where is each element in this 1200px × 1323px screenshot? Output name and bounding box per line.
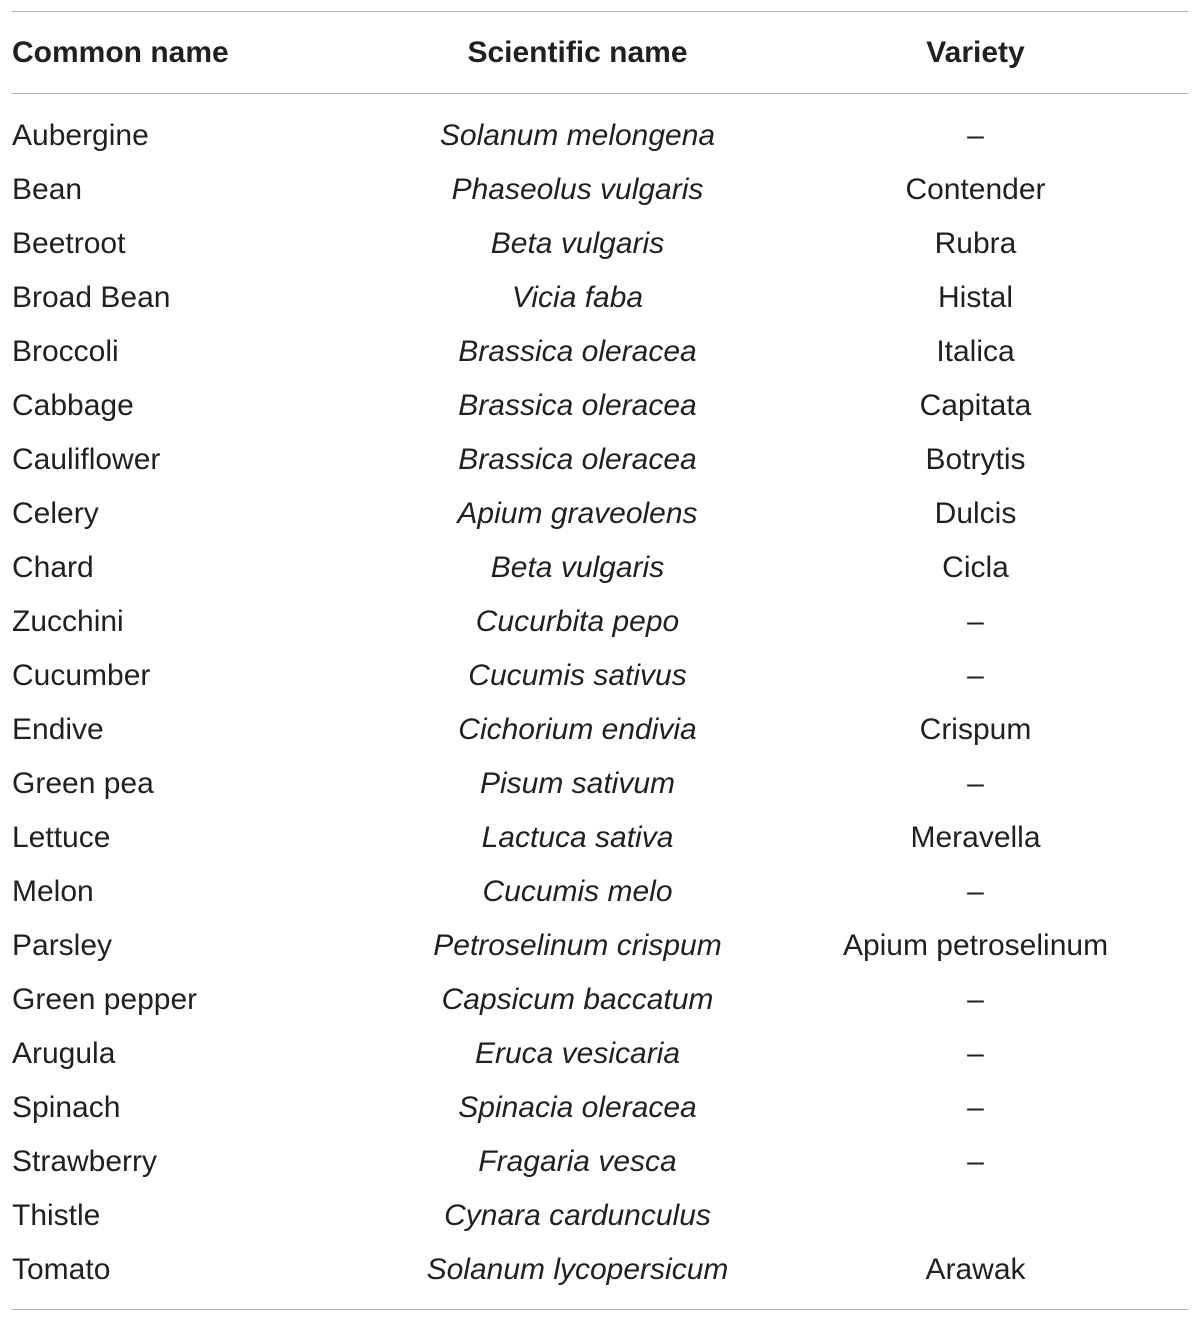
cell-scientific-name: Solanum lycopersicum <box>426 1253 729 1286</box>
cell-variety: – <box>967 1145 984 1178</box>
table-row <box>12 325 1188 379</box>
cell-scientific-name: Lactuca sativa <box>481 821 674 854</box>
table-row <box>12 541 1188 595</box>
table-row <box>12 1027 1188 1081</box>
table-row <box>12 703 1188 757</box>
cell-variety: – <box>967 605 984 638</box>
header-row <box>12 12 1188 95</box>
table-bottom-rule <box>12 1309 1188 1310</box>
cell-scientific-name: Petroselinum crispum <box>433 929 722 962</box>
cell-scientific-name: Fragaria vesca <box>478 1145 677 1178</box>
cell-variety: Meravella <box>910 821 1041 854</box>
header-scientific-name: Scientific name <box>467 35 688 69</box>
cell-scientific-name: Cucumis sativus <box>468 659 687 692</box>
cell-common-name: Aubergine <box>12 119 149 152</box>
cell-scientific-name: Phaseolus vulgaris <box>451 173 704 206</box>
cell-common-name: Melon <box>12 875 94 908</box>
table-row <box>12 1135 1188 1189</box>
cell-common-name: Strawberry <box>12 1145 158 1178</box>
cell-variety: Dulcis <box>934 497 1017 530</box>
cell-common-name: Beetroot <box>12 227 126 260</box>
cell-variety: – <box>967 659 984 692</box>
cell-scientific-name: Cynara cardunculus <box>444 1199 711 1232</box>
table-row <box>12 865 1188 919</box>
cell-common-name: Broad Bean <box>12 281 171 314</box>
cell-variety: Rubra <box>934 227 1017 260</box>
cell-common-name: Thistle <box>12 1199 101 1232</box>
table-row <box>12 217 1188 271</box>
cell-scientific-name: Eruca vesicaria <box>474 1037 681 1070</box>
cell-common-name: Cabbage <box>12 389 134 422</box>
table-row <box>12 919 1188 973</box>
cell-variety: – <box>967 1037 984 1070</box>
cell-common-name: Lettuce <box>12 821 111 854</box>
cell-variety: Arawak <box>925 1253 1026 1286</box>
cell-scientific-name: Brassica oleracea <box>458 335 697 368</box>
cell-variety: Crispum <box>919 713 1032 746</box>
table-row <box>12 1189 1188 1243</box>
table-header <box>12 12 1188 95</box>
cell-common-name: Endive <box>12 713 104 746</box>
cell-variety: Cicla <box>942 551 1009 584</box>
cell-scientific-name: Beta vulgaris <box>490 227 665 260</box>
table-row <box>12 95 1188 163</box>
table-row <box>12 271 1188 325</box>
species-table <box>12 12 1188 1297</box>
cell-scientific-name: Vicia faba <box>511 281 644 314</box>
cell-variety: – <box>967 119 984 152</box>
table-row <box>12 487 1188 541</box>
cell-variety: Italica <box>936 335 1015 368</box>
table-row <box>12 433 1188 487</box>
cell-scientific-name: Cucumis melo <box>482 875 673 908</box>
cell-variety: Histal <box>937 281 1013 314</box>
cell-scientific-name: Cucurbita pepo <box>475 605 680 638</box>
table-row <box>12 595 1188 649</box>
cell-common-name: Spinach <box>12 1091 121 1124</box>
cell-variety: Apium petroselinum <box>842 929 1109 962</box>
table-row <box>12 649 1188 703</box>
cell-variety: Contender <box>905 173 1046 206</box>
cell-scientific-name: Pisum sativum <box>479 767 676 800</box>
table-row <box>12 973 1188 1027</box>
cell-common-name: Arugula <box>12 1037 116 1070</box>
cell-common-name: Zucchini <box>12 605 124 638</box>
table-row <box>12 811 1188 865</box>
cell-common-name: Celery <box>12 497 99 530</box>
cell-scientific-name: Solanum melongena <box>439 119 716 152</box>
cell-variety <box>763 1189 1188 1243</box>
cell-scientific-name: Brassica oleracea <box>458 389 697 422</box>
cell-common-name: Bean <box>12 173 83 206</box>
cell-scientific-name: Cichorium endivia <box>458 713 697 746</box>
header-common-name: Common name <box>12 35 229 69</box>
cell-common-name: Parsley <box>12 929 113 962</box>
cell-scientific-name: Capsicum baccatum <box>441 983 714 1016</box>
cell-scientific-name: Apium graveolens <box>457 497 698 530</box>
cell-variety: Capitata <box>919 389 1032 422</box>
cell-variety: – <box>967 1091 984 1124</box>
cell-common-name: Cauliflower <box>12 443 161 476</box>
cell-common-name: Green pepper <box>12 983 198 1016</box>
cell-scientific-name: Brassica oleracea <box>458 443 697 476</box>
cell-common-name: Broccoli <box>12 335 119 368</box>
table-row <box>12 379 1188 433</box>
cell-variety: Botrytis <box>925 443 1026 476</box>
cell-scientific-name: Beta vulgaris <box>490 551 665 584</box>
header-variety: Variety <box>926 35 1025 69</box>
table-body <box>12 95 1188 1297</box>
cell-variety: – <box>967 875 984 908</box>
table-row <box>12 163 1188 217</box>
table-row <box>12 757 1188 811</box>
cell-common-name: Cucumber <box>12 659 151 692</box>
cell-common-name: Green pea <box>12 767 154 800</box>
cell-common-name: Tomato <box>12 1253 111 1286</box>
table-row <box>12 1081 1188 1135</box>
cell-variety: – <box>967 767 984 800</box>
cell-scientific-name: Spinacia oleracea <box>458 1091 697 1124</box>
cell-common-name: Chard <box>12 551 94 584</box>
table-row <box>12 1243 1188 1297</box>
cell-variety: – <box>967 983 984 1016</box>
